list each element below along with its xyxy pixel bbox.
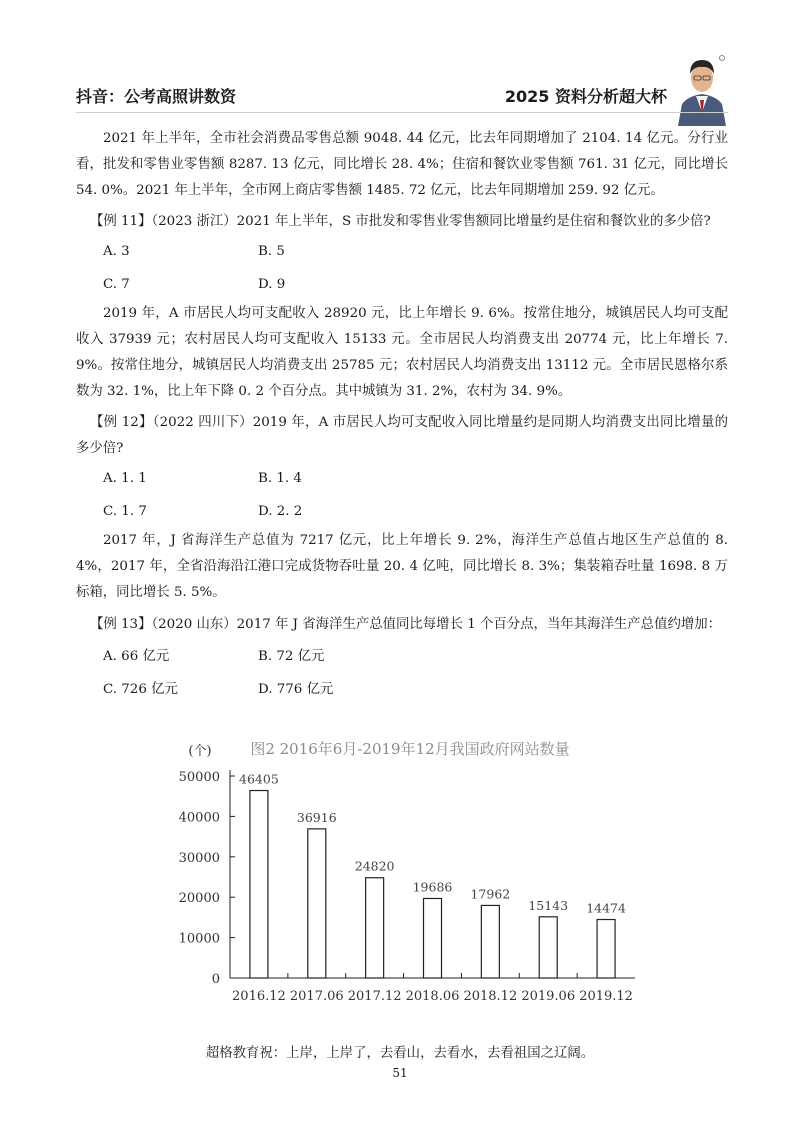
question-11-options-row1 — [76, 235, 728, 268]
data-label: 46405 — [239, 771, 279, 787]
question-12-options-row2 — [76, 495, 728, 528]
question-11-options-row2 — [76, 268, 728, 301]
option-b: B. 5 — [258, 244, 285, 259]
chart-y-unit: (个) — [188, 744, 212, 759]
question-13: 【例 13】（2020 山东）2017 年 J 省海洋生产总值同比每增长 1 个百分点，当年其海洋生产总值约增加： — [90, 617, 722, 632]
option-d: D. 776 亿元 — [258, 682, 334, 697]
question-13-options-row1 — [76, 638, 728, 671]
option-c: C. 726 亿元 — [103, 682, 178, 697]
x-tick-label: 2017.12 — [347, 989, 402, 1004]
header-divider — [76, 112, 728, 113]
y-tick-label: 10000 — [178, 931, 220, 947]
data-label: 17962 — [470, 886, 511, 902]
passage-1: 2021 年上半年，全市社会消费品零售总额 9048. 44 亿元，比去年同期增加了 2104. 14 亿元。分行业看，批发和零售业零售额 8287. 13 亿元，同比增长 28. 4%；住宿和餐饮业零售额 761. 31 亿元，同比增长 54. 0%。2021 年上半年，全市网上商店零售额 1485. 72 亿元，比去年同期增加 259. 92 亿元。 — [76, 131, 728, 198]
option-a: A. 1. 1 — [103, 471, 147, 486]
bar-2018.12 — [481, 905, 499, 978]
data-label: 24820 — [354, 858, 395, 874]
chart-title: 图2 2016年6月-2019年12月我国政府网站数量 — [250, 740, 570, 758]
y-tick-label: 30000 — [178, 850, 220, 866]
option-a: A. 66 亿元 — [103, 649, 170, 664]
x-tick-label: 2016.12 — [232, 989, 286, 1004]
header-brand: 抖音：公考高照讲数资 — [76, 87, 237, 106]
question-11: 【例 11】（2023 浙江）2021 年上半年，S 市批发和零售业零售额同比增量约是住宿和餐饮业的多少倍? — [90, 214, 711, 229]
x-tick-label: 2018.12 — [463, 989, 518, 1004]
question-12-options-row1 — [76, 462, 728, 495]
bar-2017.06 — [308, 829, 326, 978]
header-book-title: 2025 资料分析超大杯 — [504, 87, 667, 106]
bar-2016.12 — [250, 791, 268, 978]
passage-2: 2019 年，A 市居民人均可支配收入 28920 元，比上年增长 9. 6%。按常住地分，城镇居民人均可支配收入 37939 元；农村居民人均可支配收入 15133 元。全市居民人均消费支出 20774 元，比上年增长 7. 9%。按常住地分，城镇居民人均消费支出 25785 元；农村居民人均消费支出 13112 元。全市居民恩格尔系数为 32. 1%，比上年下降 0. 2 个百分点。其中城镇为 31. 2%，农村为 34. 9%。 — [76, 306, 728, 399]
question-13-options-row2 — [76, 671, 728, 704]
option-c: C. 7 — [103, 277, 130, 292]
y-tick-label: 40000 — [178, 810, 220, 826]
passage-3: 2017 年，J 省海洋生产总值为 7217 亿元，比上年增长 9. 2%，海洋生产总值占地区生产总值的 8. 4%，2017 年，全省沿海沿江港口完成货物吞吐量 20. 4 亿吨，同比增长 8. 3%；集装箱吞吐量 1698. 8 万标箱，同比增长 5. 5%。 — [76, 533, 728, 600]
question-12: 【例 12】（2022 四川下）2019 年，A 市居民人均可支配收入同比增量约是同期人均消费支出同比增量的多少倍? — [76, 415, 728, 456]
data-label: 15143 — [528, 897, 569, 913]
bar-2019.06 — [539, 917, 557, 978]
option-b: B. 72 亿元 — [258, 649, 325, 664]
data-label: 36916 — [296, 809, 337, 825]
data-label: 19686 — [412, 879, 453, 895]
option-d: D. 9 — [258, 277, 286, 292]
option-d: D. 2. 2 — [258, 504, 303, 519]
x-tick-label: 2018.06 — [405, 989, 460, 1004]
footer-motto: 超格教育祝：上岸，上岸了，去看山，去看水，去看祖国之辽阔。 — [205, 1046, 595, 1061]
x-tick-label: 2017.06 — [289, 989, 344, 1004]
website-count-bar-chart — [160, 735, 640, 1010]
data-label: 14474 — [586, 900, 626, 916]
y-tick-label: 50000 — [178, 770, 220, 785]
bar-2017.12 — [366, 878, 384, 978]
presenter-avatar — [674, 50, 730, 126]
y-tick-label: 0 — [211, 972, 220, 987]
x-tick-label: 2019.12 — [579, 989, 633, 1004]
page-content — [76, 126, 728, 704]
page-number: 51 — [392, 1066, 408, 1080]
option-b: B. 1. 4 — [258, 471, 302, 486]
bar-2019.12 — [597, 920, 615, 978]
option-a: A. 3 — [103, 244, 130, 259]
x-tick-label: 2019.06 — [521, 989, 576, 1004]
option-c: C. 1. 7 — [103, 504, 147, 519]
bar-2018.06 — [424, 898, 442, 978]
y-tick-label: 20000 — [178, 891, 220, 907]
